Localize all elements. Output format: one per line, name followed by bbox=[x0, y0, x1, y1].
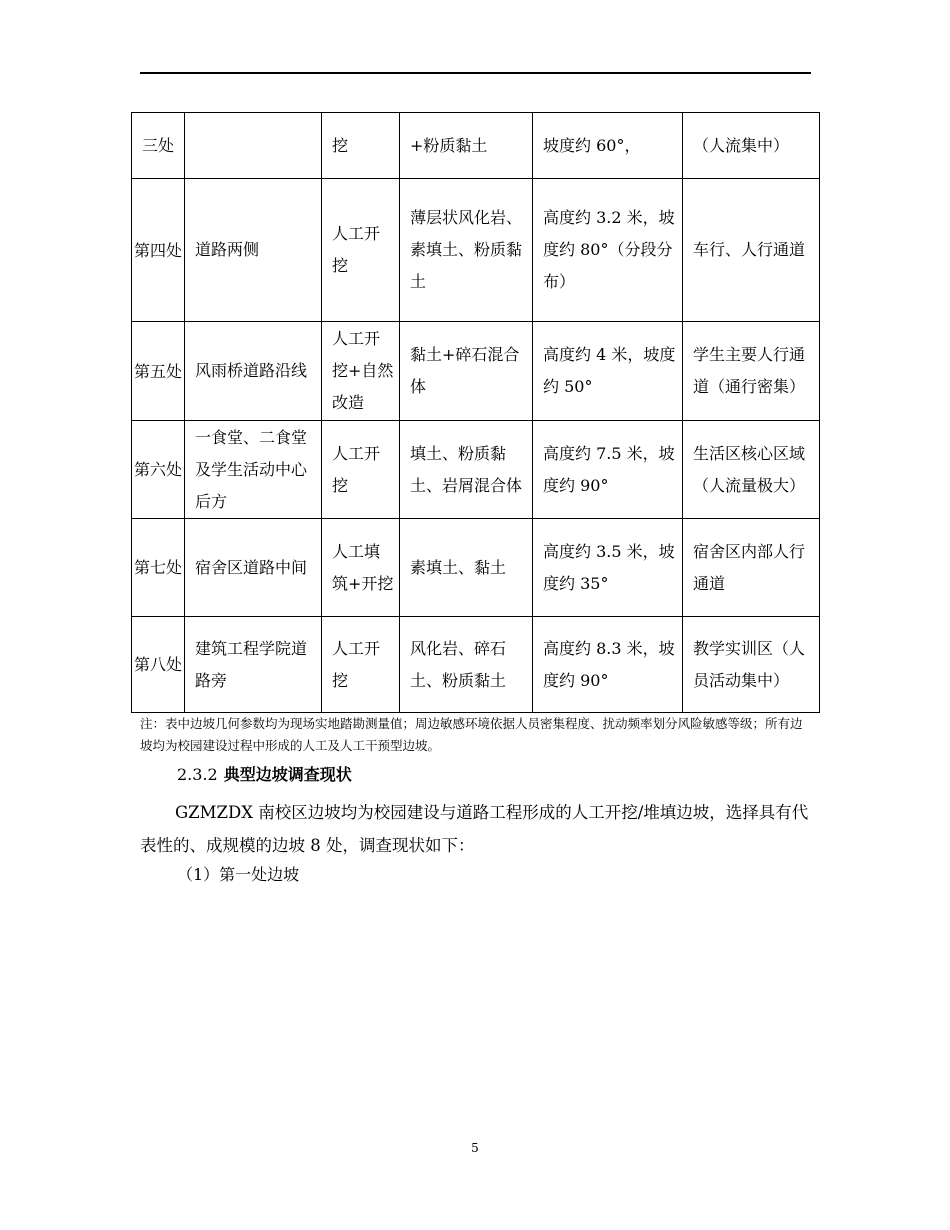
soil-cell: 填土、粉质黏土、岩屑混合体 bbox=[400, 421, 533, 519]
table-row bbox=[132, 421, 820, 519]
table-row bbox=[132, 519, 820, 617]
sensitivity-cell: （人流集中） bbox=[683, 113, 820, 179]
table-row bbox=[132, 113, 820, 179]
method-cell: 人工开挖 bbox=[322, 421, 400, 519]
soil-cell: +粉质黏土 bbox=[400, 113, 533, 179]
slope-number-cell: 第五处 bbox=[132, 322, 185, 421]
section-heading bbox=[177, 764, 352, 786]
geometry-cell: 高度约 7.5 米，坡度约 90° bbox=[533, 421, 683, 519]
slope-number-cell: 第八处 bbox=[132, 617, 185, 713]
sensitivity-cell: 教学实训区（人员活动集中） bbox=[683, 617, 820, 713]
section-title: 典型边坡调查现状 bbox=[223, 765, 352, 784]
soil-cell: 薄层状风化岩、素填土、粉质黏土 bbox=[400, 179, 533, 322]
section-number: 2.3.2 bbox=[177, 765, 218, 784]
location-cell bbox=[185, 113, 322, 179]
body-paragraph: GZMZDX 南校区边坡均为校园建设与道路工程形成的人工开挖/堆填边坡，选择具有代表性的、成规模的边坡 8 处，调查现状如下： bbox=[140, 803, 809, 855]
location-cell: 宿舍区道路中间 bbox=[185, 519, 322, 617]
geometry-cell: 高度约 3.5 米，坡度约 35° bbox=[533, 519, 683, 617]
sensitivity-cell: 生活区核心区域（人流量极大） bbox=[683, 421, 820, 519]
method-cell: 人工开挖 bbox=[322, 617, 400, 713]
geometry-cell: 高度约 8.3 米，坡度约 90° bbox=[533, 617, 683, 713]
location-cell: 道路两侧 bbox=[185, 179, 322, 322]
soil-cell: 风化岩、碎石土、粉质黏土 bbox=[400, 617, 533, 713]
table-note: 注：表中边坡几何参数均为现场实地踏勘测量值；周边敏感环境依据人员密集程度、扰动频率划分风险敏感等级；所有边坡均为校园建设过程中形成的人工及人工干预型边坡。 bbox=[140, 716, 803, 753]
method-cell: 人工开挖 bbox=[322, 179, 400, 322]
method-cell: 人工开挖+自然改造 bbox=[322, 322, 400, 421]
sensitivity-cell: 宿舍区内部人行通道 bbox=[683, 519, 820, 617]
method-cell: 人工填筑+开挖 bbox=[322, 519, 400, 617]
sensitivity-cell: 车行、人行通道 bbox=[683, 179, 820, 322]
table-row bbox=[132, 617, 820, 713]
method-cell: 挖 bbox=[322, 113, 400, 179]
slope-number-cell: 三处 bbox=[132, 113, 185, 179]
location-cell: 建筑工程学院道路旁 bbox=[185, 617, 322, 713]
location-cell: 一食堂、二食堂及学生活动中心后方 bbox=[185, 421, 322, 519]
slope-number-cell: 第四处 bbox=[132, 179, 185, 322]
table-row bbox=[132, 322, 820, 421]
location-cell: 风雨桥道路沿线 bbox=[185, 322, 322, 421]
page-number: 5 bbox=[471, 1141, 479, 1155]
geometry-cell: 高度约 4 米，坡度约 50° bbox=[533, 322, 683, 421]
header-rule bbox=[140, 72, 811, 74]
slope-survey-table bbox=[131, 112, 820, 713]
soil-cell: 黏土+碎石混合体 bbox=[400, 322, 533, 421]
geometry-cell: 高度约 3.2 米，坡度约 80°（分段分布） bbox=[533, 179, 683, 322]
list-item: （1）第一处边坡 bbox=[177, 865, 300, 884]
soil-cell: 素填土、黏土 bbox=[400, 519, 533, 617]
table-row bbox=[132, 179, 820, 322]
slope-number-cell: 第七处 bbox=[132, 519, 185, 617]
slope-number-cell: 第六处 bbox=[132, 421, 185, 519]
sensitivity-cell: 学生主要人行通道（通行密集） bbox=[683, 322, 820, 421]
geometry-cell: 坡度约 60°， bbox=[533, 113, 683, 179]
